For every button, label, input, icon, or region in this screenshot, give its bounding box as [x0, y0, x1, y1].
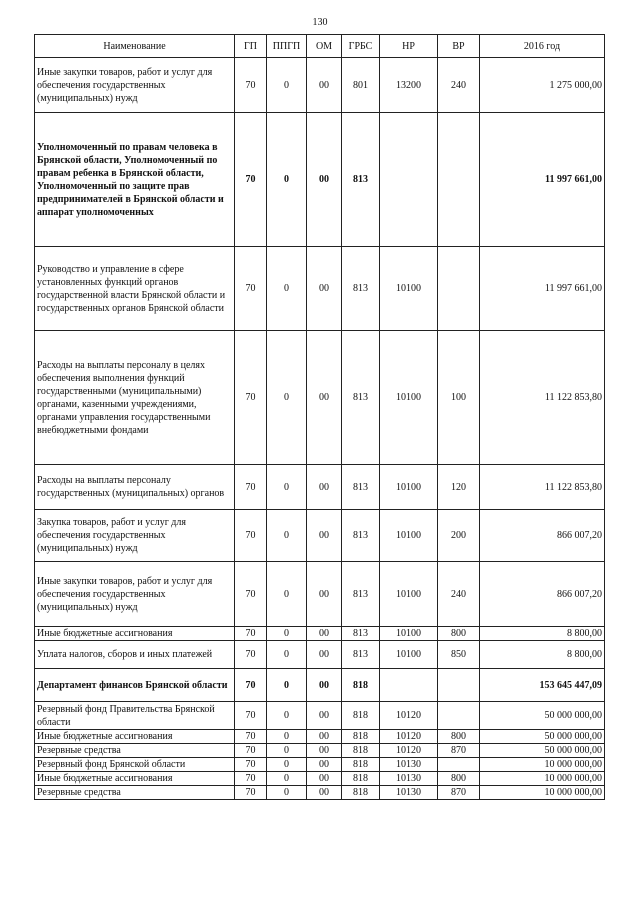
row-name: Иные закупки товаров, работ и услуг для обеспечения государственных (муниципальных) нужд: [35, 562, 235, 627]
table-row: [35, 113, 605, 247]
row-ppgp: 0: [267, 465, 307, 510]
row-ppgp: 0: [267, 730, 307, 744]
row-gp: 70: [235, 331, 267, 465]
row-vr: 870: [438, 786, 480, 800]
row-vr: 100: [438, 331, 480, 465]
row-nr: [380, 669, 438, 702]
row-om: 00: [307, 465, 342, 510]
header-name: Наименование: [35, 35, 235, 58]
header-year: 2016 год: [480, 35, 605, 58]
row-om: 00: [307, 562, 342, 627]
row-vr: 120: [438, 465, 480, 510]
row-ppgp: 0: [267, 772, 307, 786]
row-om: 00: [307, 772, 342, 786]
row-gp: 70: [235, 758, 267, 772]
row-vr: 800: [438, 627, 480, 641]
row-name: Резервные средства: [35, 786, 235, 800]
row-nr: 10120: [380, 702, 438, 730]
table-row: [35, 58, 605, 113]
row-nr: 10100: [380, 627, 438, 641]
row-amount: 10 000 000,00: [480, 758, 605, 772]
table-row: [35, 247, 605, 331]
row-nr: 10130: [380, 772, 438, 786]
row-ppgp: 0: [267, 247, 307, 331]
row-amount: 8 800,00: [480, 641, 605, 669]
table-row: [35, 758, 605, 772]
row-name: Руководство и управление в сфере установленных функций органов государственной власти Брянской области и государственных органов Брянской области: [35, 247, 235, 331]
row-amount: 866 007,20: [480, 510, 605, 562]
table-row: [35, 331, 605, 465]
row-gp: 70: [235, 510, 267, 562]
row-amount: 153 645 447,09: [480, 669, 605, 702]
table-body: [35, 58, 605, 800]
row-nr: 10100: [380, 465, 438, 510]
row-ppgp: 0: [267, 669, 307, 702]
row-amount: 11 122 853,80: [480, 465, 605, 510]
table-row: [35, 786, 605, 800]
row-om: 00: [307, 58, 342, 113]
row-vr: 240: [438, 562, 480, 627]
row-name: Иные бюджетные ассигнования: [35, 627, 235, 641]
row-nr: 10130: [380, 758, 438, 772]
row-gp: 70: [235, 113, 267, 247]
header-vr: ВР: [438, 35, 480, 58]
row-nr: 13200: [380, 58, 438, 113]
row-amount: 10 000 000,00: [480, 772, 605, 786]
row-om: 00: [307, 669, 342, 702]
table-row: [35, 730, 605, 744]
row-grbs: 818: [342, 772, 380, 786]
row-nr: 10100: [380, 247, 438, 331]
row-vr: [438, 247, 480, 331]
table-row: [35, 744, 605, 758]
row-ppgp: 0: [267, 641, 307, 669]
row-vr: 800: [438, 730, 480, 744]
row-amount: 50 000 000,00: [480, 702, 605, 730]
row-name: Расходы на выплаты персоналу в целях обеспечения выполнения функций государственными (муниципальными) органами, казенными учреждениями, органами управления государственными внебюджетными фондами: [35, 331, 235, 465]
row-grbs: 818: [342, 786, 380, 800]
table-row: [35, 627, 605, 641]
row-nr: 10130: [380, 786, 438, 800]
table-row: [35, 641, 605, 669]
row-nr: 10120: [380, 730, 438, 744]
table-row: [35, 669, 605, 702]
row-name: Уплата налогов, сборов и иных платежей: [35, 641, 235, 669]
row-om: 00: [307, 744, 342, 758]
row-amount: 8 800,00: [480, 627, 605, 641]
row-ppgp: 0: [267, 744, 307, 758]
row-gp: 70: [235, 730, 267, 744]
row-amount: 1 275 000,00: [480, 58, 605, 113]
table-header-row: [35, 35, 605, 58]
row-ppgp: 0: [267, 758, 307, 772]
row-grbs: 813: [342, 331, 380, 465]
row-nr: [380, 113, 438, 247]
row-name: Иные бюджетные ассигнования: [35, 730, 235, 744]
row-gp: 70: [235, 669, 267, 702]
row-ppgp: 0: [267, 627, 307, 641]
row-nr: 10100: [380, 562, 438, 627]
row-grbs: 813: [342, 510, 380, 562]
row-grbs: 813: [342, 627, 380, 641]
row-name: Расходы на выплаты персоналу государственных (муниципальных) органов: [35, 465, 235, 510]
row-grbs: 818: [342, 669, 380, 702]
row-amount: 866 007,20: [480, 562, 605, 627]
row-om: 00: [307, 331, 342, 465]
row-ppgp: 0: [267, 786, 307, 800]
row-om: 00: [307, 510, 342, 562]
row-name: Департамент финансов Брянской области: [35, 669, 235, 702]
header-om: ОМ: [307, 35, 342, 58]
row-ppgp: 0: [267, 562, 307, 627]
header-nr: НР: [380, 35, 438, 58]
row-vr: 850: [438, 641, 480, 669]
row-grbs: 813: [342, 113, 380, 247]
row-name: Резервный фонд Правительства Брянской области: [35, 702, 235, 730]
row-grbs: 801: [342, 58, 380, 113]
row-gp: 70: [235, 58, 267, 113]
row-ppgp: 0: [267, 702, 307, 730]
budget-table: [34, 34, 605, 800]
row-om: 00: [307, 758, 342, 772]
table-row: [35, 772, 605, 786]
row-nr: 10100: [380, 641, 438, 669]
row-grbs: 818: [342, 730, 380, 744]
row-amount: 10 000 000,00: [480, 786, 605, 800]
row-name: Уполномоченный по правам человека в Брянской области, Уполномоченный по правам ребенка в Брянской области, Уполномоченный по защите прав предпринимателей в Брянской области и аппарат уполномоченных: [35, 113, 235, 247]
row-gp: 70: [235, 627, 267, 641]
row-grbs: 813: [342, 465, 380, 510]
row-amount: 50 000 000,00: [480, 744, 605, 758]
row-gp: 70: [235, 702, 267, 730]
row-name: Резервные средства: [35, 744, 235, 758]
row-grbs: 818: [342, 702, 380, 730]
row-gp: 70: [235, 744, 267, 758]
row-grbs: 818: [342, 758, 380, 772]
row-amount: 50 000 000,00: [480, 730, 605, 744]
row-amount: 11 997 661,00: [480, 113, 605, 247]
row-gp: 70: [235, 772, 267, 786]
row-grbs: 818: [342, 744, 380, 758]
row-name: Резервный фонд Брянской области: [35, 758, 235, 772]
header-ppgp: ППГП: [267, 35, 307, 58]
row-name: Иные бюджетные ассигнования: [35, 772, 235, 786]
table-row: [35, 510, 605, 562]
row-ppgp: 0: [267, 510, 307, 562]
row-vr: [438, 758, 480, 772]
table-row: [35, 465, 605, 510]
row-grbs: 813: [342, 641, 380, 669]
row-vr: 240: [438, 58, 480, 113]
row-om: 00: [307, 641, 342, 669]
row-om: 00: [307, 627, 342, 641]
row-name: Закупка товаров, работ и услуг для обеспечения государственных (муниципальных) нужд: [35, 510, 235, 562]
row-gp: 70: [235, 562, 267, 627]
row-ppgp: 0: [267, 113, 307, 247]
row-amount: 11 997 661,00: [480, 247, 605, 331]
row-om: 00: [307, 113, 342, 247]
row-om: 00: [307, 702, 342, 730]
row-vr: [438, 702, 480, 730]
row-om: 00: [307, 247, 342, 331]
row-om: 00: [307, 730, 342, 744]
row-vr: 200: [438, 510, 480, 562]
row-vr: [438, 113, 480, 247]
row-nr: 10100: [380, 510, 438, 562]
table-row: [35, 562, 605, 627]
row-grbs: 813: [342, 562, 380, 627]
row-om: 00: [307, 786, 342, 800]
row-ppgp: 0: [267, 331, 307, 465]
row-name: Иные закупки товаров, работ и услуг для обеспечения государственных (муниципальных) нужд: [35, 58, 235, 113]
row-gp: 70: [235, 465, 267, 510]
row-vr: 800: [438, 772, 480, 786]
header-grbs: ГРБС: [342, 35, 380, 58]
header-gp: ГП: [235, 35, 267, 58]
row-gp: 70: [235, 247, 267, 331]
row-gp: 70: [235, 786, 267, 800]
row-nr: 10100: [380, 331, 438, 465]
row-gp: 70: [235, 641, 267, 669]
row-grbs: 813: [342, 247, 380, 331]
page-number: 130: [312, 17, 328, 28]
row-vr: [438, 669, 480, 702]
row-ppgp: 0: [267, 58, 307, 113]
row-vr: 870: [438, 744, 480, 758]
table-row: [35, 702, 605, 730]
row-nr: 10120: [380, 744, 438, 758]
row-amount: 11 122 853,80: [480, 331, 605, 465]
